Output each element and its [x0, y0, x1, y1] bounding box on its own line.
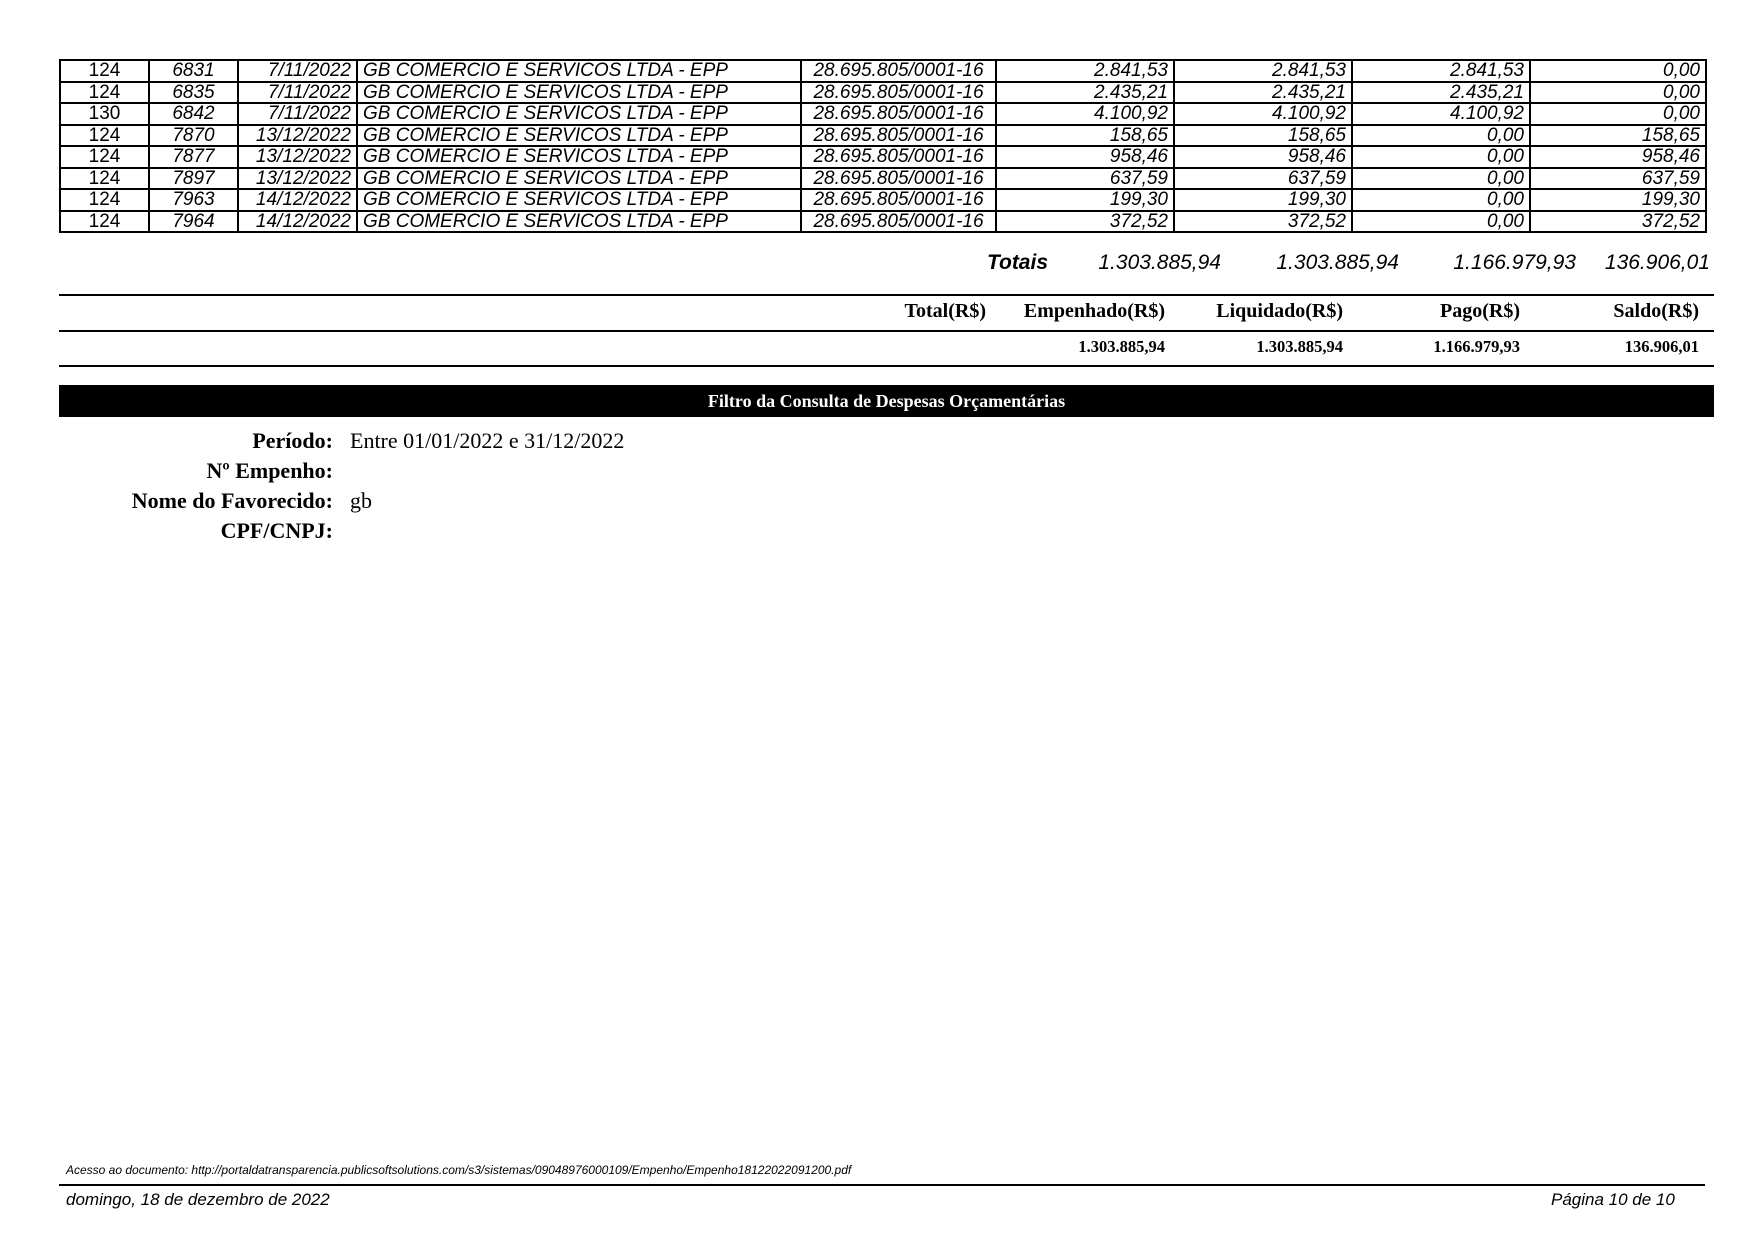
liquidado-cell: 158,65 [1174, 125, 1352, 147]
favorecido-cell: GB COMERCIO E SERVICOS LTDA - EPP [357, 60, 801, 82]
empenhado-cell: 637,59 [996, 168, 1174, 190]
favorecido-cell: GB COMERCIO E SERVICOS LTDA - EPP [357, 189, 801, 211]
table-row [60, 211, 1706, 233]
saldo-cell: 0,00 [1530, 103, 1706, 125]
empenho-number-cell: 6835 [149, 82, 238, 104]
cnpj-cell: 28.695.805/0001-16 [801, 60, 996, 82]
summary-bottom-divider [59, 365, 1714, 367]
pago-cell: 2.435,21 [1352, 82, 1530, 104]
summary-header-saldo: Saldo(R$) [1613, 300, 1699, 322]
table-row [60, 168, 1706, 190]
liquidado-cell: 637,59 [1174, 168, 1352, 190]
ficha-cell: 124 [60, 125, 149, 147]
empenhado-cell: 199,30 [996, 189, 1174, 211]
cnpj-cell: 28.695.805/0001-16 [801, 168, 996, 190]
footer-document-url: Acesso ao documento: http://portaldatransparencia.publicsoftsolutions.com/s3/sistemas/09048976000109/Empenho/Empenho18122022091200.pdf [66, 1163, 852, 1177]
summary-header-empenhado: Empenhado(R$) [1023, 300, 1165, 322]
summary-value-liquidado: 1.303.885,94 [1256, 337, 1343, 356]
table-row [60, 60, 1706, 82]
totals-label: Totais [986, 251, 1048, 274]
table-row [60, 189, 1706, 211]
summary-header-pago: Pago(R$) [1440, 300, 1520, 322]
empenho-number-cell: 7877 [149, 146, 238, 168]
empenhado-cell: 2.841,53 [996, 60, 1174, 82]
date-cell: 14/12/2022 [238, 189, 357, 211]
date-cell: 7/11/2022 [238, 103, 357, 125]
filter-cpf-label: CPF/CNPJ: [220, 518, 333, 543]
expenses-table-body [60, 60, 1706, 232]
footer-date: domingo, 18 de dezembro de 2022 [66, 1190, 330, 1209]
favorecido-cell: GB COMERCIO E SERVICOS LTDA - EPP [357, 146, 801, 168]
favorecido-cell: GB COMERCIO E SERVICOS LTDA - EPP [357, 125, 801, 147]
liquidado-cell: 2.841,53 [1174, 60, 1352, 82]
filter-periodo-label: Período: [252, 428, 333, 453]
liquidado-cell: 958,46 [1174, 146, 1352, 168]
date-cell: 13/12/2022 [238, 146, 357, 168]
pago-cell: 0,00 [1352, 146, 1530, 168]
saldo-cell: 958,46 [1530, 146, 1706, 168]
date-cell: 7/11/2022 [238, 60, 357, 82]
empenho-number-cell: 7870 [149, 125, 238, 147]
ficha-cell: 124 [60, 146, 149, 168]
filter-empenho-label: Nº Empenho: [206, 458, 333, 483]
empenho-number-cell: 6831 [149, 60, 238, 82]
totals-pago: 1.166.979,93 [1453, 251, 1576, 274]
totals-empenhado: 1.303.885,94 [1098, 251, 1221, 274]
pago-cell: 0,00 [1352, 211, 1530, 233]
ficha-cell: 124 [60, 60, 149, 82]
empenho-number-cell: 7897 [149, 168, 238, 190]
saldo-cell: 372,52 [1530, 211, 1706, 233]
liquidado-cell: 2.435,21 [1174, 82, 1352, 104]
summary-top-divider [59, 294, 1714, 296]
cnpj-cell: 28.695.805/0001-16 [801, 125, 996, 147]
summary-mid-divider [59, 330, 1714, 332]
date-cell: 13/12/2022 [238, 125, 357, 147]
cnpj-cell: 28.695.805/0001-16 [801, 189, 996, 211]
ficha-cell: 130 [60, 103, 149, 125]
cnpj-cell: 28.695.805/0001-16 [801, 103, 996, 125]
table-row [60, 82, 1706, 104]
filter-favorecido-value: gb [350, 488, 372, 513]
date-cell: 7/11/2022 [238, 82, 357, 104]
pago-cell: 0,00 [1352, 168, 1530, 190]
totals-row [59, 247, 1714, 277]
date-cell: 14/12/2022 [238, 211, 357, 233]
pago-cell: 0,00 [1352, 125, 1530, 147]
pago-cell: 2.841,53 [1352, 60, 1530, 82]
summary-value-empenhado: 1.303.885,94 [1078, 337, 1165, 356]
favorecido-cell: GB COMERCIO E SERVICOS LTDA - EPP [357, 211, 801, 233]
ficha-cell: 124 [60, 189, 149, 211]
saldo-cell: 158,65 [1530, 125, 1706, 147]
filter-favorecido-label: Nome do Favorecido: [131, 488, 333, 513]
table-row [60, 146, 1706, 168]
empenhado-cell: 958,46 [996, 146, 1174, 168]
table-row [60, 103, 1706, 125]
cnpj-cell: 28.695.805/0001-16 [801, 82, 996, 104]
filter-periodo-value: Entre 01/01/2022 e 31/12/2022 [350, 428, 625, 453]
totals-liquidado: 1.303.885,94 [1276, 251, 1399, 274]
ficha-cell: 124 [60, 211, 149, 233]
summary-value-pago: 1.166.979,93 [1433, 337, 1520, 356]
favorecido-cell: GB COMERCIO E SERVICOS LTDA - EPP [357, 168, 801, 190]
favorecido-cell: GB COMERCIO E SERVICOS LTDA - EPP [357, 103, 801, 125]
footer-divider [59, 1184, 1705, 1186]
liquidado-cell: 199,30 [1174, 189, 1352, 211]
summary-header-liquidado: Liquidado(R$) [1216, 300, 1343, 322]
saldo-cell: 0,00 [1530, 60, 1706, 82]
liquidado-cell: 4.100,92 [1174, 103, 1352, 125]
filter-section-title: Filtro da Consulta de Despesas Orçamentárias [59, 385, 1714, 417]
empenhado-cell: 4.100,92 [996, 103, 1174, 125]
empenhado-cell: 372,52 [996, 211, 1174, 233]
saldo-cell: 0,00 [1530, 82, 1706, 104]
empenhado-cell: 158,65 [996, 125, 1174, 147]
saldo-cell: 199,30 [1530, 189, 1706, 211]
cnpj-cell: 28.695.805/0001-16 [801, 146, 996, 168]
ficha-cell: 124 [60, 168, 149, 190]
summary-header-total: Total(R$) [904, 300, 986, 322]
saldo-cell: 637,59 [1530, 168, 1706, 190]
date-cell: 13/12/2022 [238, 168, 357, 190]
empenhado-cell: 2.435,21 [996, 82, 1174, 104]
totals-saldo: 136.906,01 [1604, 251, 1710, 274]
liquidado-cell: 372,52 [1174, 211, 1352, 233]
pago-cell: 0,00 [1352, 189, 1530, 211]
expenses-table [59, 59, 1707, 233]
favorecido-cell: GB COMERCIO E SERVICOS LTDA - EPP [357, 82, 801, 104]
footer-page-number: Página 10 de 10 [1551, 1190, 1675, 1209]
empenho-number-cell: 6842 [149, 103, 238, 125]
summary-value-saldo: 136.906,01 [1624, 337, 1699, 356]
ficha-cell: 124 [60, 82, 149, 104]
empenho-number-cell: 7963 [149, 189, 238, 211]
table-row [60, 125, 1706, 147]
empenho-number-cell: 7964 [149, 211, 238, 233]
pago-cell: 4.100,92 [1352, 103, 1530, 125]
cnpj-cell: 28.695.805/0001-16 [801, 211, 996, 233]
